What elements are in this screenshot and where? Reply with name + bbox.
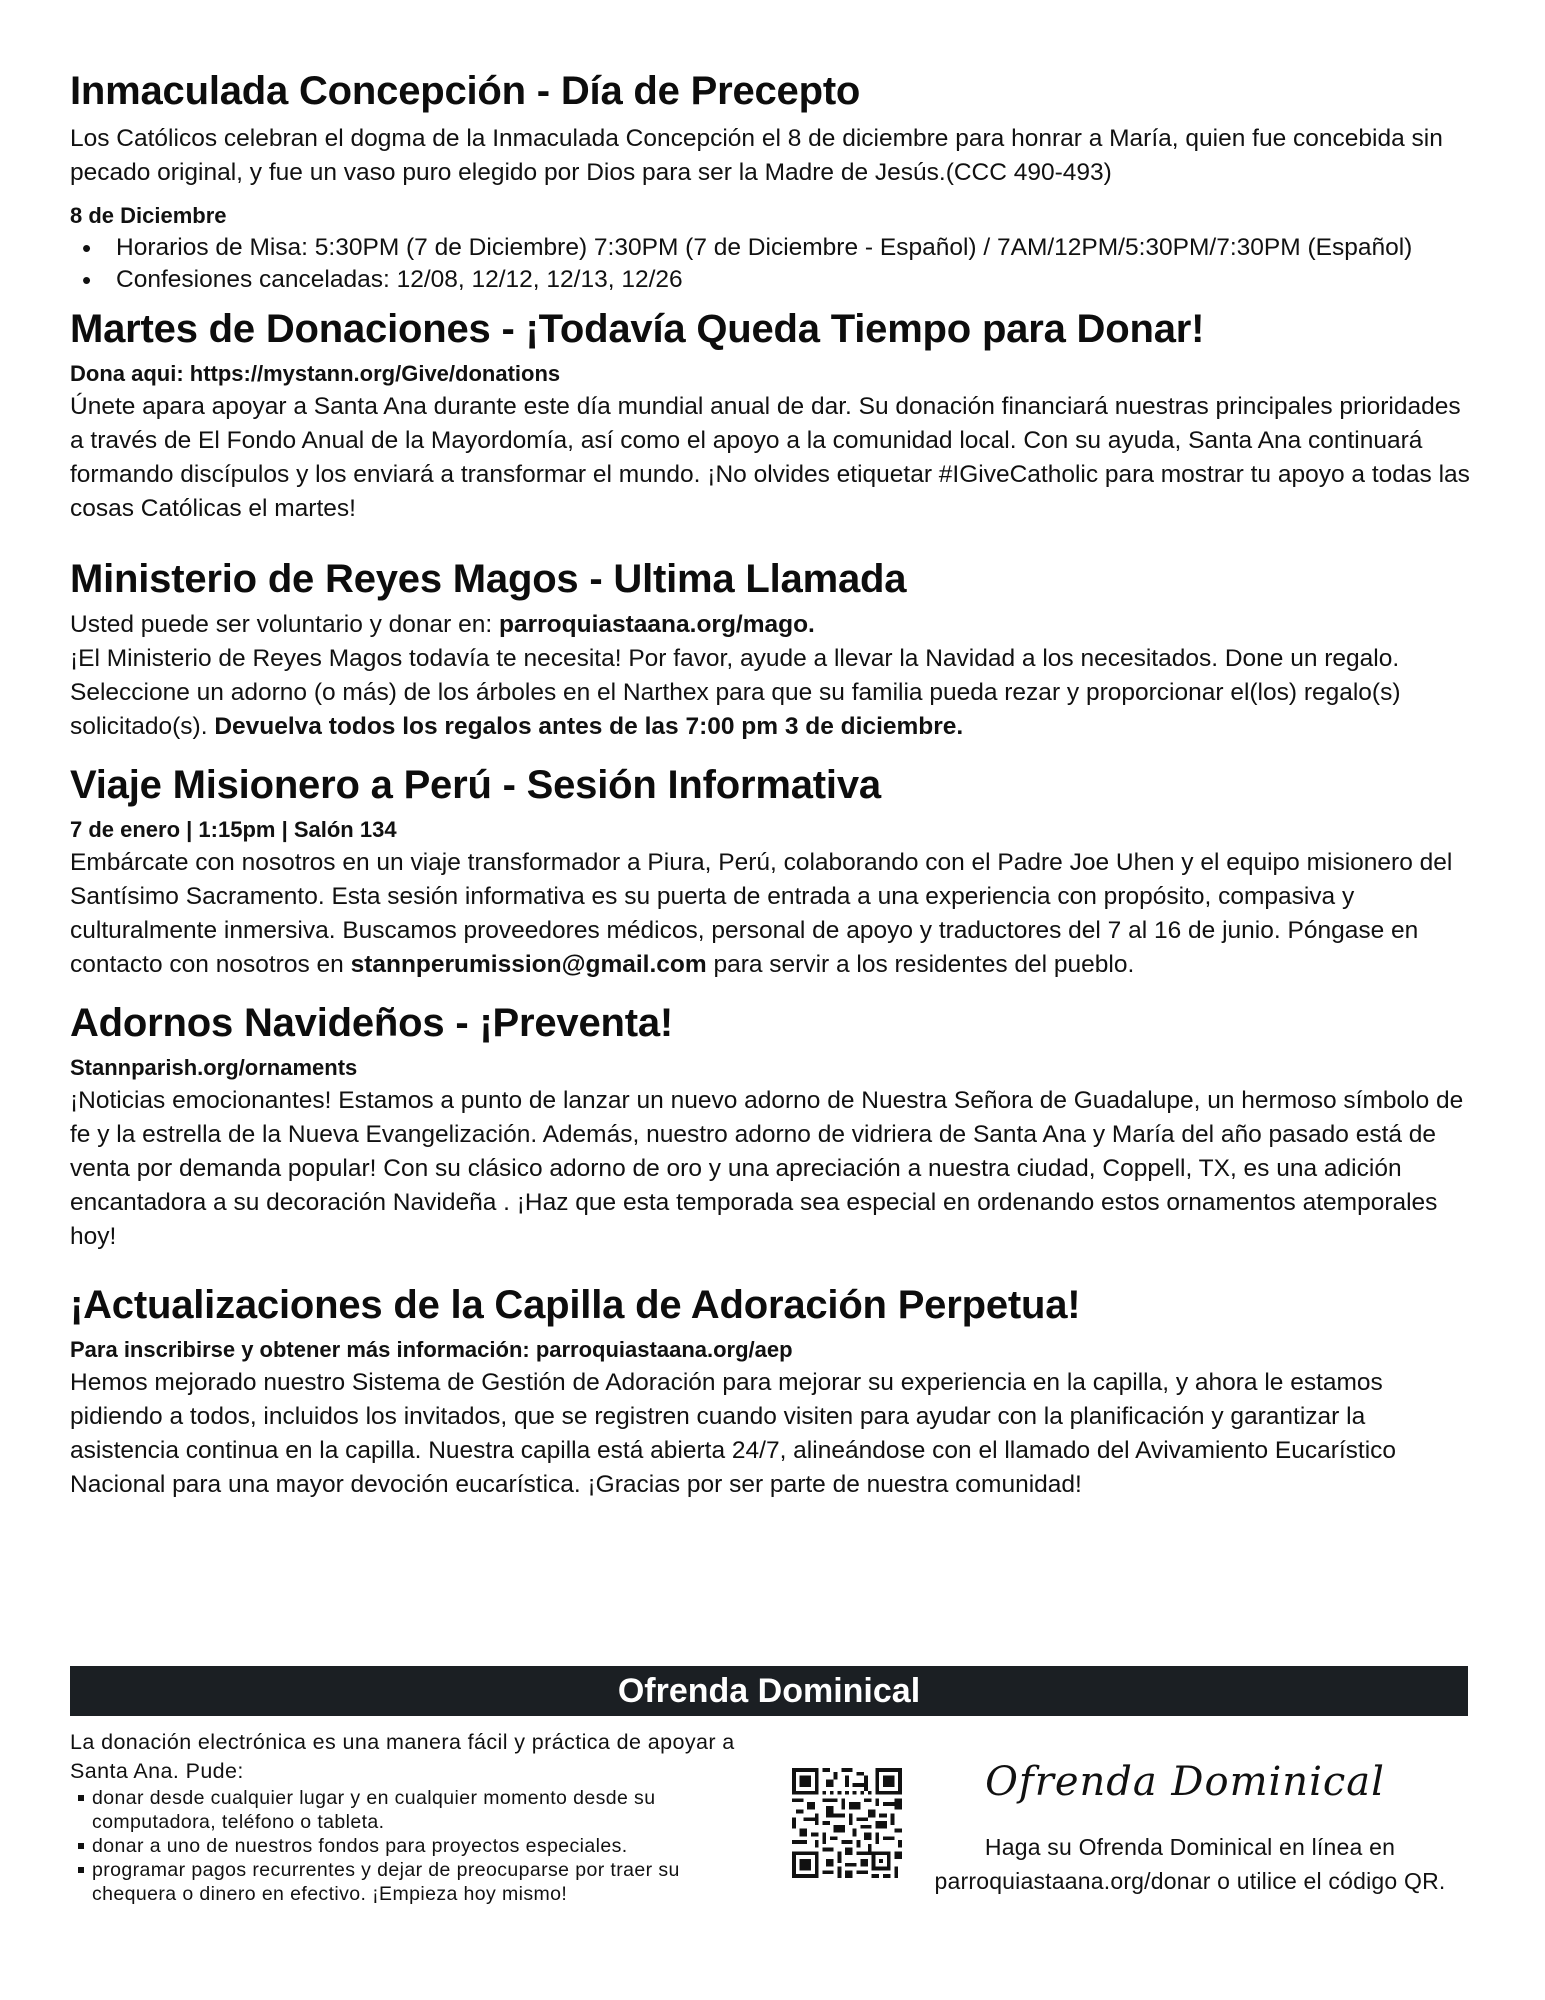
volunteer-line (70, 608, 1475, 642)
section-body (70, 642, 1475, 744)
section-title: Adornos Navideños - ¡Preventa! (70, 1001, 674, 1045)
section-peru (70, 762, 1475, 982)
list-item: donar a uno de nuestros fondos para proyectos especiales. (92, 1834, 750, 1858)
date-label: 8 de Diciembre (70, 203, 227, 228)
ornaments-link[interactable]: Stannparish.org/ornaments (70, 1055, 358, 1080)
section-donaciones (70, 306, 1475, 526)
list-item: programar pagos recurrentes y dejar de preocuparse por traer su chequera o dinero en efectivo. ¡Empieza hoy mismo! (92, 1858, 750, 1906)
section-reyes-magos (70, 556, 1475, 744)
bulletin-page (70, 68, 1475, 1520)
signature-text: Ofrenda Dominical (985, 1759, 1385, 1805)
section-title: Martes de Donaciones - ¡Todavía Queda Tiempo para Donar! (70, 307, 1205, 351)
donate-line-2[interactable]: parroquiastaana.org/donar o utilice el código QR. (934, 1868, 1446, 1894)
body-text: ¡El Ministerio de Reyes Magos todavía te necesita! Por favor, ayude a llevar la Navidad a los necesitados. Done un regalo. Seleccione un adorno (o más) de los árboles en el Narthex para que su familia pueda rezar y proporcionar el(los) regalo(s) solicitado(s). (70, 645, 1401, 740)
deadline-text: Devuelva todos los regalos antes de las 7:00 pm 3 de diciembre. (214, 713, 964, 740)
section-body (70, 846, 1475, 982)
section-title: ¡Actualizaciones de la Capilla de Adoración Perpetua! (70, 1283, 1081, 1327)
section-body: ¡Noticias emocionantes! Estamos a punto de lanzar un nuevo adorno de Nuestra Señora de Guadalupe, un hermoso símbolo de fe y la estrella de la Nueva Evangelización. Además, nuestro adorno de vidriera de Santa Ana y María del año pasado está de venta por demanda popular! Con su clásico adorno de oro y una apreciación a nuestra ciudad, Coppell, TX, es una adición encantadora a su decoración Navideña . ¡Haz que esta temporada sea especial en ordenando estos ornamentos atemporales hoy! (70, 1087, 1464, 1250)
donate-line-1: Haga su Ofrenda Dominical en línea en (984, 1834, 1396, 1860)
section-title: Inmaculada Concepción - Día de Precepto (70, 69, 861, 113)
list-item: • Horarios de Misa: 5:30PM (7 de Diciembre) 7:30PM (7 de Diciembre - Español) / 7AM/12PM/5:30PM/7:30PM (Español) (116, 232, 1475, 264)
section-adornos (70, 1000, 1475, 1254)
body-text-end: para servir a los residentes del pueblo. (706, 951, 1135, 978)
section-intro: Los Católicos celebran el dogma de la Inmaculada Concepción el 8 de diciembre para honrar a María, quien fue concebida sin pecado original, y fue un vaso puro elegido por Dios para ser la Madre de Jesús.(CCC 490-493) (70, 125, 1443, 186)
volunteer-text: Usted puede ser voluntario y donar en: (70, 611, 500, 638)
section-body: Hemos mejorado nuestro Sistema de Gestión de Adoración para mejorar su experiencia en la capilla, y ahora le estamos pidiendo a todos, incluidos los invitados, que se registren cuando visiten para ayudar con la planificación y garantizar la asistencia continua en la capilla. Nuestra capilla está abierta 24/7, alineándose con el llamado del Avivamiento Eucarístico Nacional para una mayor devoción eucarística. ¡Gracias por ser parte de nuestra comunidad! (70, 1369, 1397, 1498)
signature-logo (985, 1740, 1385, 1820)
section-title: Viaje Misionero a Perú - Sesión Informativa (70, 763, 881, 807)
giving-info (70, 1728, 750, 1906)
mago-link[interactable]: parroquiastaana.org/mago. (499, 611, 815, 638)
email-link[interactable]: stannperumission@gmail.com (350, 951, 707, 978)
giving-list (70, 1786, 750, 1906)
qr-code-icon[interactable] (792, 1768, 902, 1878)
body-text: Embárcate con nosotros en un viaje transformador a Piura, Perú, colaborando con el Padre Joe Uhen y el equipo misionero del Santísimo Sacramento. Esta sesión informativa es su puerta de entrada a una experiencia con propósito, compasiva y culturalmente inmersiva. Buscamos proveedores médicos, personal de apoyo y traductores del 7 al 16 de junio. Póngase en contacto con nosotros en (70, 849, 1453, 978)
donation-link[interactable]: Dona aqui: https://mystann.org/Give/donations (70, 361, 561, 386)
session-details: 7 de enero | 1:15pm | Salón 134 (70, 817, 397, 842)
offering-banner: Ofrenda Dominical (70, 1666, 1468, 1716)
section-adoracion (70, 1282, 1475, 1502)
section-body: Únete apara apoyar a Santa Ana durante este día mundial anual de dar. Su donación financiará nuestras principales prioridades a través de El Fondo Anual de la Mayordomía, así como el apoyo a la comunidad local. Con su ayuda, Santa Ana continuará formando discípulos y los enviará a transformar el mundo. ¡No olvides etiquetar #IGiveCatholic para mostrar tu apoyo a todas las cosas Católicas el martes! (70, 393, 1470, 522)
aep-link[interactable]: Para inscribirse y obtener más información: parroquiastaana.org/aep (70, 1337, 793, 1362)
section-inmaculada (70, 68, 1475, 296)
list-item: donar desde cualquier lugar y en cualquier momento desde su computadora, teléfono o tableta. (92, 1786, 750, 1834)
giving-intro: La donación electrónica es una manera fácil y práctica de apoyar a Santa Ana. Pude: (70, 1730, 735, 1783)
donate-instructions (900, 1830, 1480, 1898)
section-title: Ministerio de Reyes Magos - Ultima Llamada (70, 557, 907, 601)
list-item: • Confesiones canceladas: 12/08, 12/12, 12/13, 12/26 (116, 264, 1475, 296)
schedule-list (70, 232, 1475, 296)
